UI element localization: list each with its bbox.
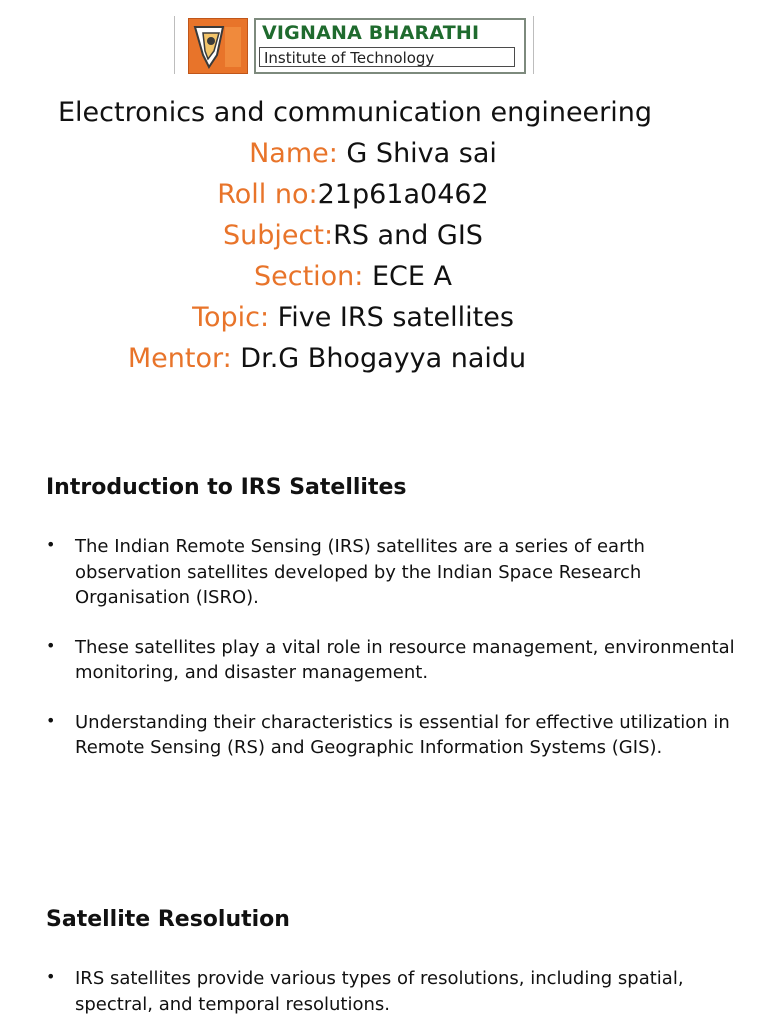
intro-bullet-list: [46, 534, 736, 761]
mentor-label: Mentor:: [127, 343, 232, 374]
intro-section: [46, 474, 736, 761]
bullet-icon: •: [46, 967, 56, 986]
name-line: [0, 133, 768, 174]
bullet-icon: •: [46, 710, 56, 730]
topic-label: Topic:: [192, 302, 270, 333]
title-block: [0, 92, 768, 379]
roll-no-line: [0, 174, 768, 215]
section-value: ECE A: [363, 261, 453, 292]
resolution-bullet-list: [46, 966, 736, 1017]
section-line: [0, 256, 768, 297]
bullet-text: The Indian Remote Sensing (IRS) satellites are a series of earth observation satellites developed by the Indian Space Research Organisation (ISRO).: [75, 536, 645, 608]
section-label: Section:: [253, 261, 364, 292]
subject-value: RS and GIS: [333, 220, 483, 251]
mentor-line: [0, 338, 768, 379]
mentor-value: Dr.G Bhogayya naidu: [231, 343, 527, 374]
roll-no-value: 21p61a0462: [317, 179, 489, 210]
bullet-text: Understanding their characteristics is essential for effective utilization in Remote Sensing (RS) and Geographic Information Systems (GIS).: [75, 711, 730, 758]
intro-heading: Introduction to IRS Satellites: [46, 475, 407, 500]
bullet-text: These satellites play a vital role in resource management, environmental monitoring, and disaster management.: [75, 636, 735, 683]
bullet-icon: •: [46, 635, 56, 655]
department-title: [0, 92, 768, 133]
list-item: [46, 534, 736, 611]
subject-label: Subject:: [223, 220, 334, 251]
logo-divider: [174, 16, 175, 74]
list-item: [46, 966, 736, 1017]
name-label: Name:: [249, 138, 338, 169]
institute-emblem-icon: [188, 18, 248, 74]
department-text: Electronics and communication engineering: [57, 97, 653, 128]
institute-name: VIGNANA BHARATHI: [262, 22, 480, 44]
list-item: [46, 710, 736, 761]
logo-divider: [533, 16, 534, 74]
topic-value: Five IRS satellites: [269, 302, 514, 333]
roll-no-label: Roll no:: [217, 179, 318, 210]
bullet-icon: •: [46, 535, 56, 554]
logo-text-box: [254, 18, 526, 74]
subject-line: [0, 215, 768, 256]
resolution-section: [46, 906, 736, 1017]
bullet-text: IRS satellites provide various types of resolutions, including spatial, spectral, and temporal resolutions.: [75, 968, 684, 1015]
list-item: [46, 635, 736, 686]
resolution-heading: Satellite Resolution: [46, 907, 290, 932]
institute-logo: [174, 14, 534, 76]
topic-line: [0, 297, 768, 338]
institute-subtitle: Institute of Technology: [259, 47, 515, 67]
name-value: G Shiva sai: [337, 138, 497, 169]
